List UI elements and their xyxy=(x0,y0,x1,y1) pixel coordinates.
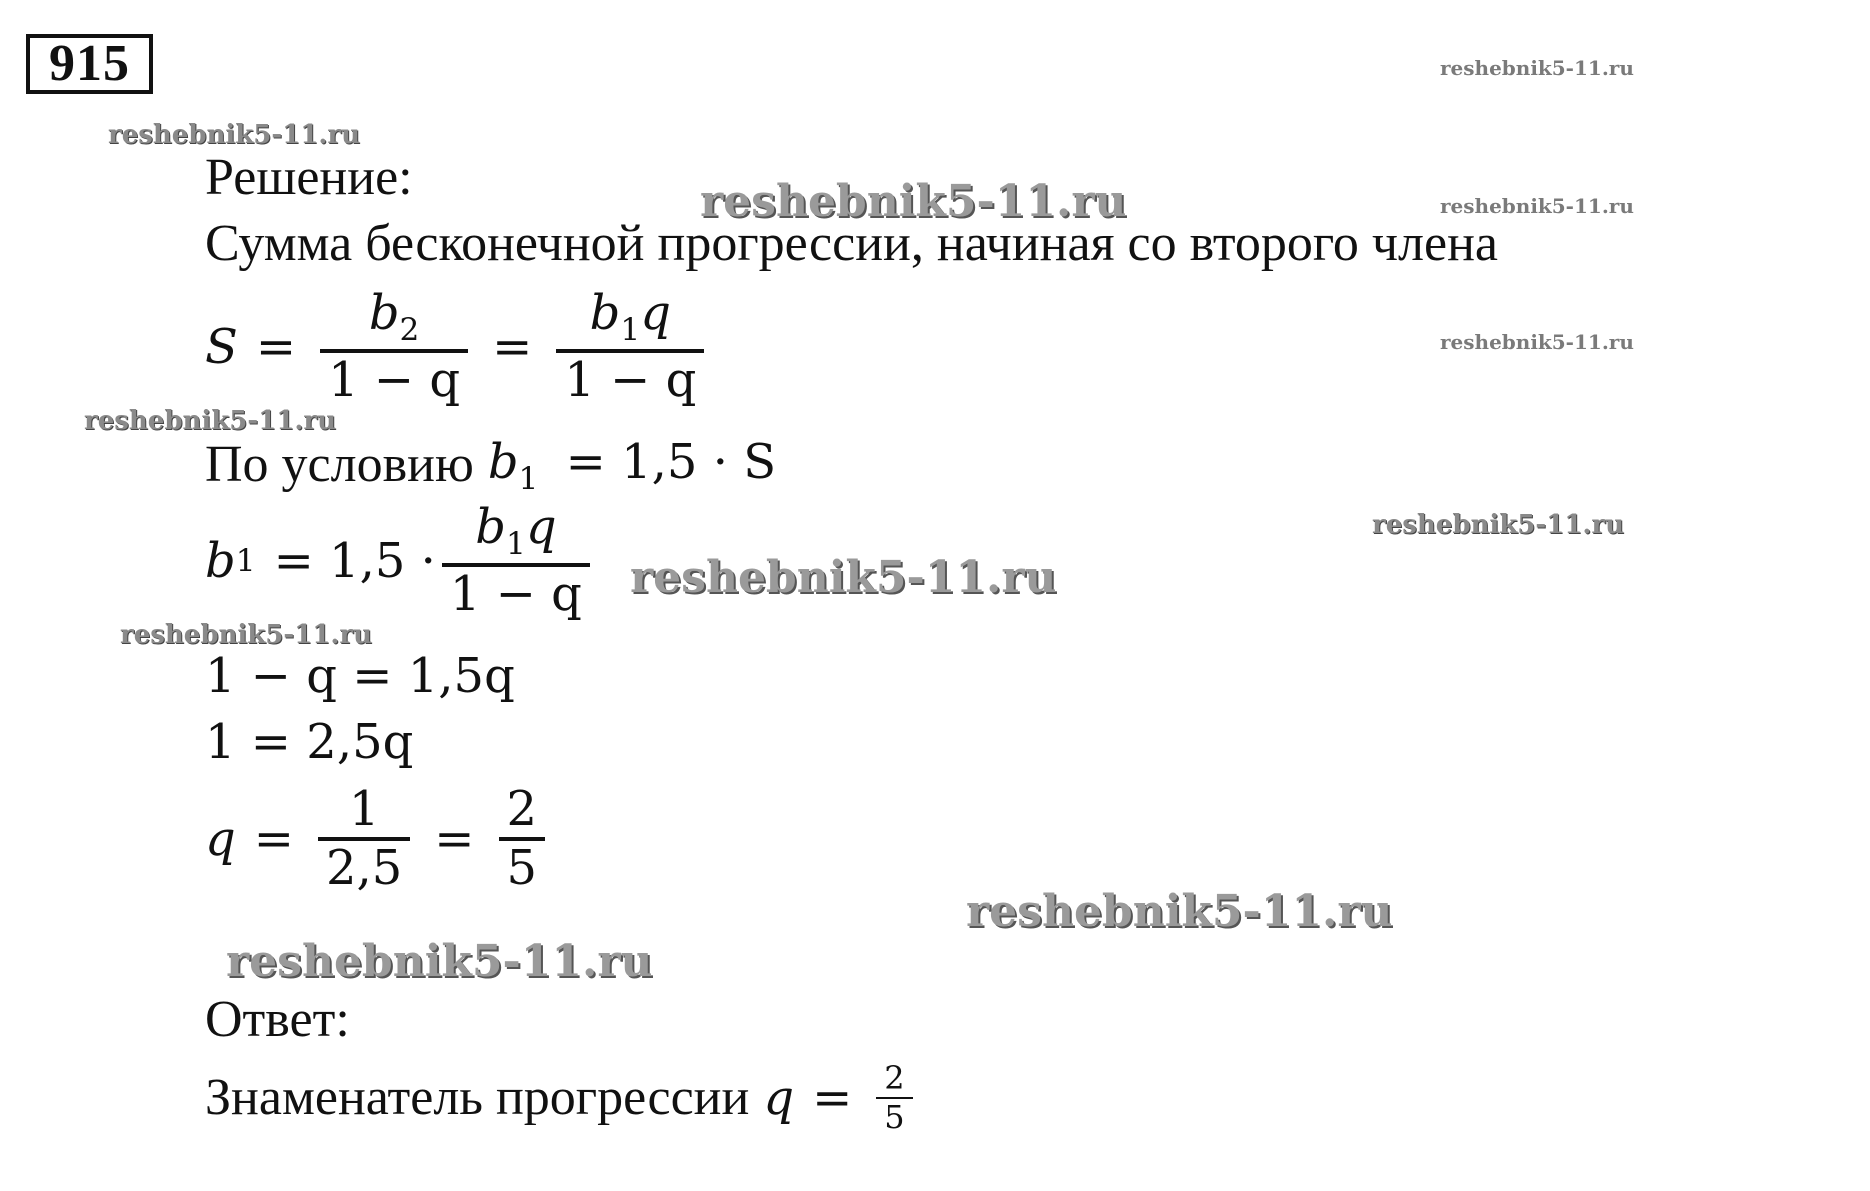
answer-line: Знаменатель прогрессии q = $\frac{2}{5}$ xyxy=(205,1060,919,1136)
sum-fraction-1: $\frac{b_2}{1 - q}$ xyxy=(320,286,468,408)
step-2: 1 − q = 1,5q xyxy=(205,648,515,704)
answer-label: Ответ: xyxy=(205,991,350,1048)
watermark: reshebnik5-11.ru xyxy=(1372,510,1625,540)
watermark: reshebnik5-11.ru xyxy=(108,120,361,150)
watermark: reshebnik5-11.ru xyxy=(966,886,1393,937)
condition-line: По условию $b_1 = 1,5 \cdot S$ xyxy=(205,434,777,497)
watermark: reshebnik5-11.ru xyxy=(1440,330,1634,354)
sum-formula: S = $\frac{b_2}{1 - q}$ = $\frac{b_1q}{1 - q}$ xyxy=(205,286,710,408)
watermark: reshebnik5-11.ru xyxy=(1440,56,1634,80)
watermark: reshebnik5-11.ru xyxy=(1440,194,1634,218)
watermark: reshebnik5-11.ru xyxy=(84,406,337,436)
step-1-fraction: $\frac{b_1q}{1 - q}$ xyxy=(442,500,590,622)
condition-text: По условию xyxy=(205,436,474,494)
step-4-fraction-2: $\frac{2}{5}$ xyxy=(499,782,546,896)
step-3: 1 = 2,5q xyxy=(205,714,414,770)
answer-fraction: $\frac{2}{5}$ xyxy=(876,1060,912,1136)
solution-heading: Решение: xyxy=(205,149,413,206)
watermark: reshebnik5-11.ru xyxy=(226,936,653,987)
sum-lhs: S xyxy=(205,318,238,375)
watermark: reshebnik5-11.ru xyxy=(700,176,1127,227)
problem-number: 915 xyxy=(26,34,153,94)
watermark: reshebnik5-11.ru xyxy=(120,620,373,650)
step-4-fraction-1: $\frac{1}{2,5}$ xyxy=(318,782,410,896)
step-1: b 1 = 1,5 · $\frac{b_1q}{1 - q}$ xyxy=(205,500,596,622)
watermark: reshebnik5-11.ru xyxy=(630,552,1057,603)
answer-text: Знаменатель прогрессии xyxy=(205,1068,750,1126)
intro-text: Сумма бесконечной прогрессии, начиная со второго члена xyxy=(205,215,1498,272)
step-4: q = $\frac{1}{2,5}$ = $\frac{2}{5}$ xyxy=(205,782,551,896)
sum-fraction-2: $\frac{b_1q}{1 - q}$ xyxy=(556,286,704,408)
